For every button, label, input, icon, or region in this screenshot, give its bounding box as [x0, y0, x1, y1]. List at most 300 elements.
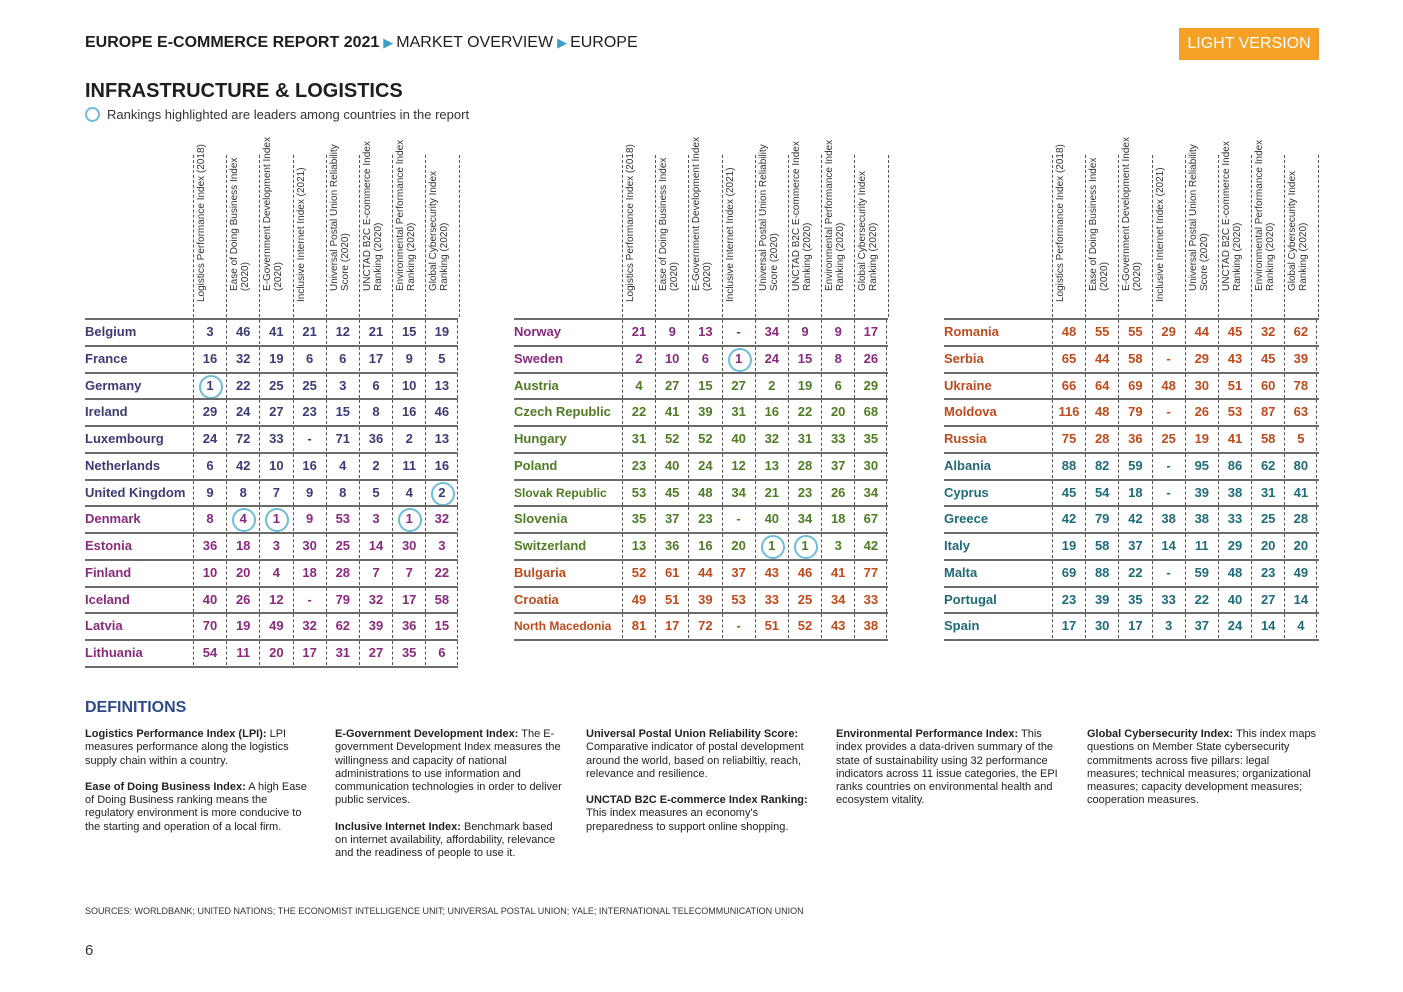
- column-header-label: Logistics Performance Index (2018): [1055, 144, 1066, 302]
- rank-cell: 35: [622, 507, 655, 531]
- rank-cell: 6: [193, 454, 226, 478]
- definitions-column: [1087, 728, 1319, 821]
- country-name: Croatia: [514, 591, 559, 607]
- table-bottom-rule: [944, 639, 1319, 641]
- table-row: [85, 505, 458, 532]
- rank-cell: 21: [755, 481, 788, 505]
- rank-cell: 35: [854, 427, 887, 451]
- table-row: [85, 639, 458, 666]
- rank-cell: 41: [1284, 481, 1317, 505]
- rank-cell: -: [722, 320, 755, 344]
- rank-cell: 13: [688, 320, 721, 344]
- column-headers: [944, 137, 1319, 318]
- rank-cell: 53: [622, 481, 655, 505]
- column-header: [821, 139, 855, 317]
- rank-cell: 25: [293, 374, 326, 398]
- column-header: [293, 155, 327, 317]
- table-row: [944, 505, 1319, 532]
- country-name: Hungary: [514, 431, 567, 446]
- rank-cell: 16: [293, 454, 326, 478]
- column-header: [688, 137, 722, 317]
- leader-rank-cell: 1: [722, 347, 755, 371]
- rank-cell: 18: [226, 534, 259, 558]
- legend-text: Rankings highlighted are leaders among countries in the report: [107, 107, 470, 122]
- rank-cell: 44: [1185, 320, 1218, 344]
- rank-cell: -: [293, 588, 326, 612]
- rank-cell: 58: [1251, 427, 1284, 451]
- rank-cell: 34: [722, 481, 755, 505]
- table-row: [85, 612, 458, 639]
- country-name: Iceland: [85, 591, 130, 607]
- rank-cell: 3: [326, 374, 359, 398]
- rank-cell: 77: [854, 561, 887, 585]
- table-row: [514, 452, 888, 479]
- rank-cell: 35: [392, 641, 425, 665]
- rank-cell: 3: [1152, 614, 1185, 638]
- country-name: Belgium: [85, 324, 137, 339]
- rank-cell: 52: [788, 614, 821, 638]
- country-name: North Macedonia: [514, 619, 612, 634]
- rank-cell: 12: [722, 454, 755, 478]
- rank-cell: 6: [821, 374, 854, 398]
- column-headers: [85, 137, 458, 318]
- rank-cell: 25: [1152, 427, 1185, 451]
- rank-cell: 36: [392, 614, 425, 638]
- rank-cell: 15: [688, 374, 721, 398]
- rank-cell: 30: [1185, 374, 1218, 398]
- rank-cell: 33: [1152, 588, 1185, 612]
- rank-cell: 55: [1085, 320, 1118, 344]
- ranking-table-east-south: [944, 137, 1319, 641]
- rank-cell: 67: [854, 507, 887, 531]
- rank-cell: 4: [392, 481, 425, 505]
- rank-cell: 19: [788, 374, 821, 398]
- rank-cell: 12: [259, 588, 292, 612]
- rank-cell: 39: [688, 588, 721, 612]
- rank-cell: 8: [226, 481, 259, 505]
- rank-cell: 54: [1085, 481, 1118, 505]
- country-name: Austria: [514, 377, 559, 393]
- rank-cell: 22: [425, 561, 458, 585]
- rank-cell: 37: [722, 561, 755, 585]
- rank-cell: 80: [1284, 454, 1317, 478]
- column-header-label: E-Government Development Index (2020): [1121, 137, 1144, 291]
- rank-cell: 33: [821, 427, 854, 451]
- rank-cell: 13: [622, 534, 655, 558]
- rank-cell: 88: [1052, 454, 1085, 478]
- definition-item: Global Cybersecurity Index: This index maps questions on Member State cybersecurity commitments across five pillars: legal measures; technical measures; organizational measures; capacity development measures; cooperation measures.: [1087, 728, 1317, 807]
- country-name: Italy: [944, 538, 971, 553]
- rank-cell: 31: [722, 400, 755, 424]
- table-row: [85, 559, 458, 586]
- rank-cell: 27: [722, 374, 755, 398]
- column-header: [259, 137, 293, 317]
- rank-cell: 45: [1218, 320, 1251, 344]
- column-header: [1052, 144, 1086, 317]
- rank-cell: 25: [326, 534, 359, 558]
- rank-cell: 20: [226, 561, 259, 585]
- rank-cell: 39: [688, 400, 721, 424]
- rank-cell: 3: [425, 534, 458, 558]
- rank-cell: 18: [293, 561, 326, 585]
- table-row: [85, 318, 458, 345]
- column-header: [655, 155, 689, 317]
- rank-cell: 53: [1218, 400, 1251, 424]
- column-header-label: UNCTAD B2C E-commerce Index Ranking (2020): [1221, 141, 1243, 291]
- rank-cell: 28: [788, 454, 821, 478]
- table-row: [85, 345, 458, 372]
- leader-rank-cell: 2: [425, 481, 458, 505]
- rank-cell: 16: [392, 400, 425, 424]
- rank-cell: 42: [1118, 507, 1151, 531]
- rank-cell: 32: [1251, 320, 1284, 344]
- rank-cell: 19: [425, 320, 458, 344]
- report-title: EUROPE E-COMMERCE REPORT 2021: [85, 34, 380, 51]
- column-header-label: Ease of Doing Business Index (2020): [229, 157, 252, 291]
- rank-cell: -: [722, 507, 755, 531]
- breadcrumb-europe[interactable]: EUROPE: [570, 34, 638, 51]
- column-header-label: Environmental Performance Index Ranking (2020): [395, 139, 418, 291]
- rank-cell: 40: [655, 454, 688, 478]
- rank-cell: 49: [622, 588, 655, 612]
- table-row: [514, 425, 888, 452]
- rank-cell: 53: [326, 507, 359, 531]
- country-name: Spain: [944, 618, 980, 634]
- column-header: [425, 155, 460, 317]
- rank-cell: -: [1152, 347, 1185, 371]
- rank-cell: 8: [359, 400, 392, 424]
- rank-cell: 24: [193, 427, 226, 451]
- rank-cell: 52: [622, 561, 655, 585]
- rank-cell: 41: [259, 320, 292, 344]
- table-row: [514, 372, 888, 399]
- rank-cell: 36: [193, 534, 226, 558]
- rank-cell: 4: [259, 561, 292, 585]
- column-header: [1218, 141, 1252, 317]
- rank-cell: 28: [1085, 427, 1118, 451]
- rank-cell: 32: [755, 427, 788, 451]
- rank-cell: 33: [1218, 507, 1251, 531]
- rank-cell: 9: [655, 320, 688, 344]
- column-header: [1085, 155, 1119, 317]
- rank-cell: 7: [259, 481, 292, 505]
- rank-cell: 3: [193, 320, 226, 344]
- rank-cell: -: [293, 427, 326, 451]
- table-row: [944, 425, 1319, 452]
- column-header-label: Global Cybersecurity Index Ranking (2020): [857, 170, 880, 291]
- rank-cell: 10: [392, 374, 425, 398]
- rank-cell: 29: [193, 400, 226, 424]
- country-name: Poland: [514, 457, 558, 473]
- rank-cell: 13: [425, 374, 458, 398]
- rank-cell: 38: [1218, 481, 1251, 505]
- rank-cell: 36: [655, 534, 688, 558]
- rank-cell: 25: [259, 374, 292, 398]
- column-header-label: Universal Postal Union Reliability Score (2020): [757, 144, 780, 291]
- rank-cell: 2: [359, 454, 392, 478]
- rank-cell: 34: [854, 481, 887, 505]
- column-header: [359, 141, 393, 317]
- rank-cell: 4: [1284, 614, 1317, 638]
- country-name: Moldova: [944, 404, 997, 420]
- rank-cell: 16: [755, 400, 788, 424]
- rank-cell: 15: [392, 320, 425, 344]
- country-name: Estonia: [85, 538, 132, 553]
- leader-rank-cell: 1: [259, 507, 292, 531]
- rank-cell: 41: [1218, 427, 1251, 451]
- column-header: [1284, 155, 1319, 317]
- country-name: Cyprus: [944, 484, 989, 500]
- rank-cell: 52: [655, 427, 688, 451]
- breadcrumb-market-overview[interactable]: MARKET OVERVIEW: [396, 34, 554, 51]
- rank-cell: 79: [1085, 507, 1118, 531]
- country-name: Luxembourg: [85, 431, 164, 446]
- triangle-right-icon: ▶: [557, 35, 568, 50]
- rank-cell: 16: [193, 347, 226, 371]
- rank-cell: 116: [1052, 400, 1085, 424]
- rank-cell: 14: [359, 534, 392, 558]
- rank-cell: 65: [1052, 347, 1085, 371]
- column-header-label: Ease of Doing Business Index (2020): [658, 157, 681, 291]
- sources-note: SOURCES: WORLDBANK; UNITED NATIONS; THE ECONOMIST INTELLIGENCE UNIT; UNIVERSAL POSTAL UNION; YALE; INTERNATIONAL TELECOMMUNICATION UNION: [85, 906, 804, 916]
- rank-cell: 48: [688, 481, 721, 505]
- rank-cell: 52: [688, 427, 721, 451]
- highlight-ring-icon: [85, 107, 100, 122]
- rank-cell: 75: [1052, 427, 1085, 451]
- rank-cell: 42: [854, 534, 887, 558]
- rank-cell: 95: [1185, 454, 1218, 478]
- rank-cell: 19: [1052, 534, 1085, 558]
- leader-rank-cell: 1: [788, 534, 821, 558]
- rank-cell: 15: [326, 400, 359, 424]
- rank-cell: 88: [1085, 561, 1118, 585]
- table-row: [944, 586, 1319, 613]
- rank-cell: 14: [1152, 534, 1185, 558]
- rank-cell: 69: [1118, 374, 1151, 398]
- rank-cell: 40: [1218, 588, 1251, 612]
- rank-cell: 5: [359, 481, 392, 505]
- table-row: [944, 559, 1319, 586]
- definition-item: Inclusive Internet Index: Benchmark based on internet availability, affordability, relevance and the readiness of people to use it.: [335, 820, 556, 860]
- column-header: [788, 141, 822, 317]
- country-name: Norway: [514, 324, 561, 339]
- rank-cell: 44: [688, 561, 721, 585]
- light-version-button[interactable]: LIGHT VERSION: [1179, 28, 1319, 60]
- rank-cell: 63: [1284, 400, 1317, 424]
- column-header: [326, 144, 360, 317]
- rank-cell: 2: [622, 347, 655, 371]
- country-name: Bulgaria: [514, 564, 567, 580]
- rank-cell: 13: [755, 454, 788, 478]
- column-header-label: UNCTAD B2C E-commerce Index Ranking (2020): [791, 141, 813, 291]
- country-name: Ukraine: [944, 377, 992, 393]
- rank-cell: 45: [1052, 481, 1085, 505]
- country-name: Netherlands: [85, 457, 161, 473]
- rank-cell: 6: [688, 347, 721, 371]
- rank-cell: 17: [1052, 614, 1085, 638]
- rank-cell: 55: [1118, 320, 1151, 344]
- rank-cell: 9: [821, 320, 854, 344]
- rank-cell: 13: [425, 427, 458, 451]
- rank-cell: 16: [425, 454, 458, 478]
- rank-cell: 25: [1251, 507, 1284, 531]
- country-name: Portugal: [944, 591, 997, 607]
- rank-cell: 14: [1251, 614, 1284, 638]
- rank-cell: 17: [392, 588, 425, 612]
- rank-cell: 23: [688, 507, 721, 531]
- rank-cell: 69: [1052, 561, 1085, 585]
- rank-cell: 23: [1052, 588, 1085, 612]
- rank-cell: -: [1152, 481, 1185, 505]
- rank-cell: 38: [854, 614, 887, 638]
- leader-rank-cell: 1: [755, 534, 788, 558]
- rank-cell: 35: [1118, 588, 1151, 612]
- column-header-label: Inclusive Internet Index (2021): [295, 167, 307, 302]
- breadcrumb: [85, 34, 638, 52]
- rank-cell: 15: [788, 347, 821, 371]
- rank-cell: 62: [1284, 320, 1317, 344]
- rank-cell: 45: [1251, 347, 1284, 371]
- rank-cell: 31: [326, 641, 359, 665]
- table-row: [85, 398, 458, 425]
- rank-cell: 5: [1284, 427, 1317, 451]
- rank-cell: 22: [1118, 561, 1151, 585]
- table-row: [85, 586, 458, 613]
- rank-cell: 9: [293, 481, 326, 505]
- rank-cell: 48: [1152, 374, 1185, 398]
- rank-cell: 68: [854, 400, 887, 424]
- column-header: [755, 144, 789, 317]
- leader-rank-cell: 4: [226, 507, 259, 531]
- rank-cell: 40: [193, 588, 226, 612]
- country-name: France: [85, 350, 128, 366]
- rank-cell: 24: [226, 400, 259, 424]
- rank-cell: 36: [1118, 427, 1151, 451]
- rank-cell: 32: [359, 588, 392, 612]
- column-header: [392, 139, 426, 317]
- definitions-title: DEFINITIONS: [85, 699, 187, 716]
- rank-cell: 9: [293, 507, 326, 531]
- country-name: Romania: [944, 324, 999, 339]
- rank-cell: 33: [755, 588, 788, 612]
- rank-cell: 8: [193, 507, 226, 531]
- rank-cell: 6: [326, 347, 359, 371]
- definitions-column: [836, 728, 1068, 821]
- rank-cell: 49: [259, 614, 292, 638]
- table-row: [85, 479, 458, 506]
- column-header: [1118, 137, 1152, 317]
- country-name: Serbia: [944, 350, 984, 366]
- highlight-legend: [85, 107, 469, 122]
- rank-cell: 70: [193, 614, 226, 638]
- rank-cell: 7: [359, 561, 392, 585]
- rank-cell: 39: [1185, 481, 1218, 505]
- definitions-column: [85, 728, 317, 847]
- country-name: Latvia: [85, 618, 123, 634]
- rank-cell: 28: [1284, 507, 1317, 531]
- rank-cell: 27: [359, 641, 392, 665]
- rank-cell: 49: [1284, 561, 1317, 585]
- rank-cell: 5: [425, 347, 458, 371]
- rank-cell: 15: [425, 614, 458, 638]
- column-header: [226, 155, 260, 317]
- rank-cell: 20: [259, 641, 292, 665]
- country-name: Switzerland: [514, 538, 587, 553]
- definition-item: Environmental Performance Index: This index provides a data-driven summary of the state of sustainability using 32 performance indicators across 11 issue categories, the EPI ranks countries on environmental health and ecosystem vitality.: [836, 728, 1058, 807]
- rank-cell: 7: [392, 561, 425, 585]
- rank-cell: 17: [293, 641, 326, 665]
- rank-cell: 79: [1118, 400, 1151, 424]
- rank-cell: 46: [788, 561, 821, 585]
- column-header-label: UNCTAD B2C E-commerce Index Ranking (2020): [362, 141, 384, 291]
- rank-cell: 19: [1185, 427, 1218, 451]
- leader-rank-cell: 1: [392, 507, 425, 531]
- column-header: [1251, 139, 1285, 317]
- rank-cell: 61: [655, 561, 688, 585]
- rank-cell: 38: [1185, 507, 1218, 531]
- country-name: Czech Republic: [514, 404, 611, 420]
- rank-cell: 29: [1218, 534, 1251, 558]
- table-row: [85, 425, 458, 452]
- rank-cell: 40: [755, 507, 788, 531]
- column-headers: [514, 137, 888, 318]
- rank-cell: 66: [1052, 374, 1085, 398]
- rank-cell: 43: [821, 614, 854, 638]
- rank-cell: 62: [1251, 454, 1284, 478]
- rank-cell: 10: [655, 347, 688, 371]
- rank-cell: 23: [1251, 561, 1284, 585]
- rank-cell: 10: [259, 454, 292, 478]
- rank-cell: 32: [226, 347, 259, 371]
- table-bottom-rule: [514, 639, 888, 641]
- rank-cell: 46: [226, 320, 259, 344]
- rank-cell: -: [722, 614, 755, 638]
- rank-cell: 4: [622, 374, 655, 398]
- triangle-right-icon: ▶: [383, 35, 394, 50]
- column-header: [722, 155, 756, 317]
- rank-cell: 38: [1152, 507, 1185, 531]
- rank-cell: 12: [326, 320, 359, 344]
- rank-cell: 6: [293, 347, 326, 371]
- rank-cell: 4: [326, 454, 359, 478]
- country-name: Malta: [944, 564, 978, 580]
- country-name: Albania: [944, 457, 991, 473]
- table-row: [514, 586, 888, 613]
- rank-cell: 18: [1118, 481, 1151, 505]
- country-name: Greece: [944, 511, 989, 527]
- definition-item: Universal Postal Union Reliability Score: Comparative indicator of postal development around the world, based on reliabiltiy, reach, relevance and resilience.: [586, 728, 804, 780]
- rank-cell: 71: [326, 427, 359, 451]
- rank-cell: 39: [1284, 347, 1317, 371]
- rank-cell: 30: [1085, 614, 1118, 638]
- rank-cell: 27: [259, 400, 292, 424]
- table-row: [514, 479, 888, 506]
- country-name: Slovenia: [514, 511, 568, 527]
- table-bottom-rule: [85, 666, 458, 668]
- rank-cell: 79: [326, 588, 359, 612]
- table-row: [85, 532, 458, 559]
- table-row: [514, 398, 888, 425]
- definition-item: E-Government Development Index: The E-government Development Index measures the willingness and capacity of national administrations to use information and communication technologies in order to deliver public services.: [335, 728, 562, 807]
- rank-cell: 31: [788, 427, 821, 451]
- rank-cell: 40: [722, 427, 755, 451]
- rank-cell: 59: [1185, 561, 1218, 585]
- rank-cell: 39: [359, 614, 392, 638]
- rank-cell: 26: [821, 481, 854, 505]
- rank-cell: 21: [293, 320, 326, 344]
- ranking-table-west: [85, 137, 458, 668]
- rank-cell: 28: [326, 561, 359, 585]
